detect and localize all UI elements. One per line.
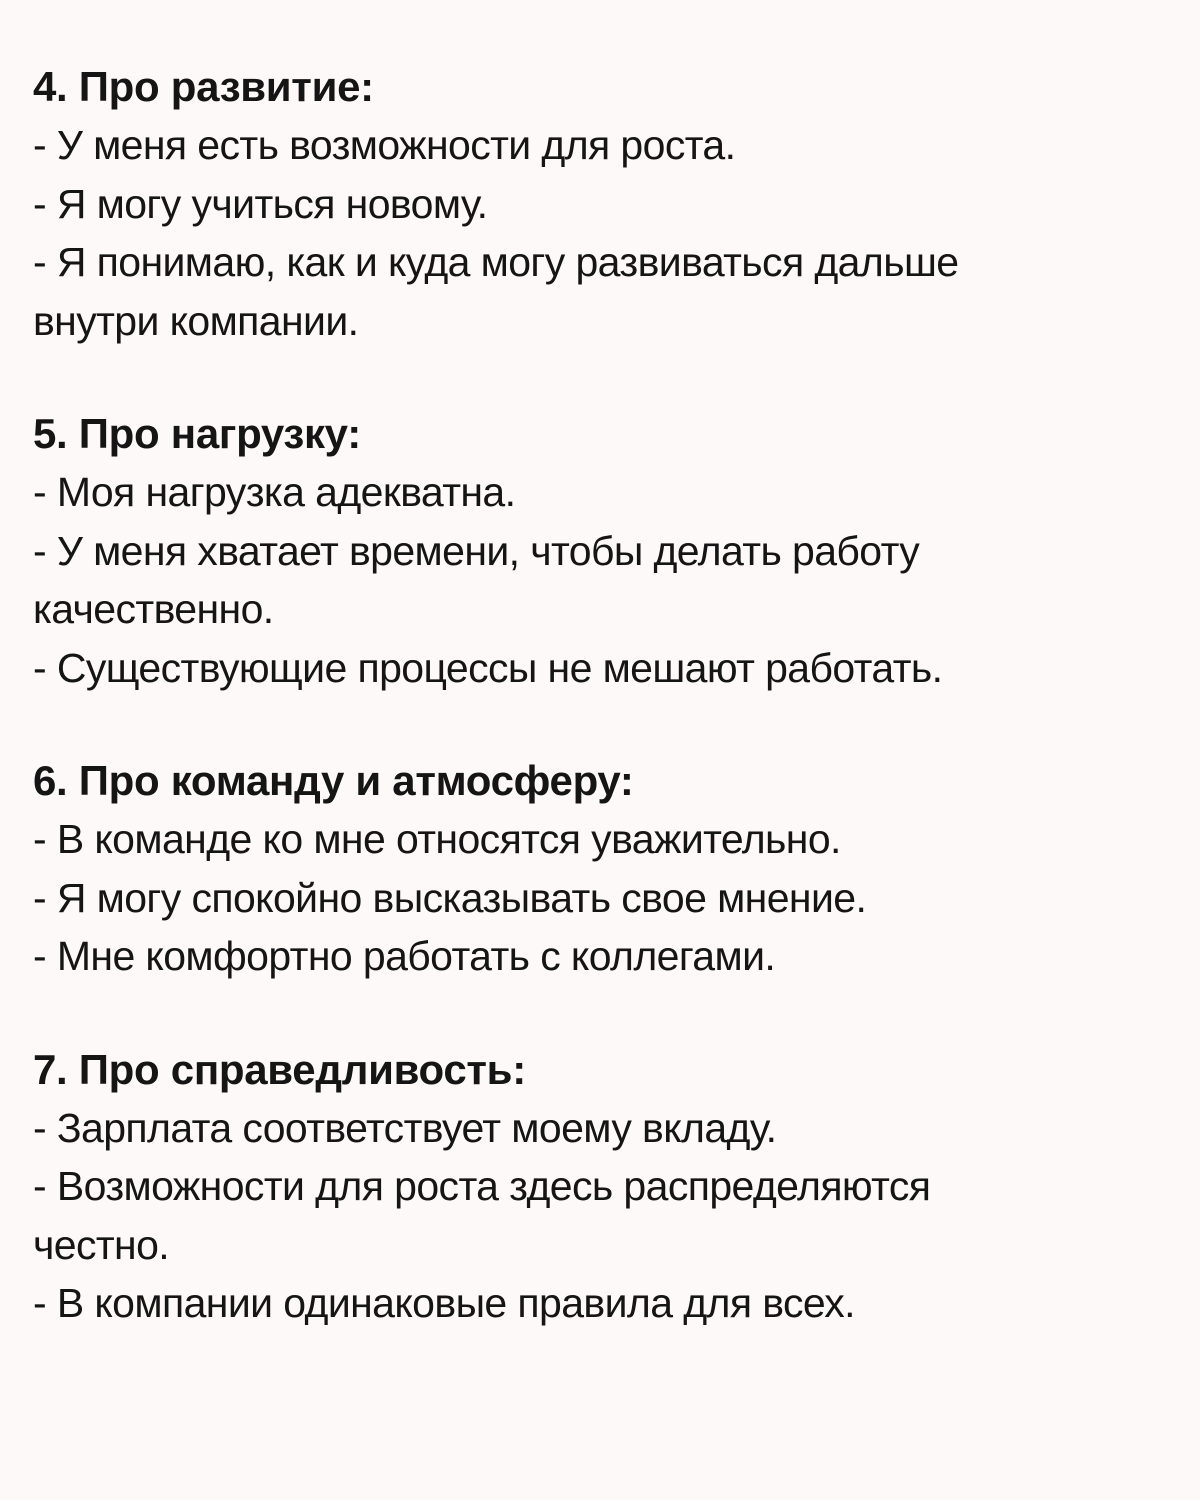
section-title: 6. Про команду и атмосферу: xyxy=(33,757,634,804)
section-line: - У меня есть возможности для роста. xyxy=(33,122,736,168)
section-line: - В команде ко мне относятся уважительно. xyxy=(33,816,841,862)
section-line: - Мне комфортно работать с коллегами. xyxy=(33,933,776,979)
section-development xyxy=(33,58,1170,350)
section-line: - Существующие процессы не мешают работать. xyxy=(33,644,943,691)
section-team-atmosphere xyxy=(33,752,1170,986)
section-line: внутри компании. xyxy=(33,297,359,344)
section-line: - В компании одинаковые правила для всех. xyxy=(33,1280,855,1326)
section-title: 5. Про нагрузку: xyxy=(33,410,361,457)
section-line: качественно. xyxy=(33,586,274,632)
section-line: честно. xyxy=(33,1221,170,1268)
section-line: - Я могу спокойно высказывать свое мнение. xyxy=(33,874,867,921)
section-line: - Зарплата соответствует моему вкладу. xyxy=(33,1104,777,1151)
section-line: - Моя нагрузка адекватна. xyxy=(33,469,516,515)
section-line: - Я понимаю, как и куда могу развиваться дальше xyxy=(33,239,959,285)
section-title: 4. Про развитие: xyxy=(33,63,374,110)
section-fairness xyxy=(33,1041,1170,1333)
section-title: 7. Про справедливость: xyxy=(33,1045,526,1093)
section-workload xyxy=(33,405,1170,697)
section-line: - У меня хватает времени, чтобы делать работу xyxy=(33,527,920,574)
section-line: - Возможности для роста здесь распределяются xyxy=(33,1163,931,1209)
section-line: - Я могу учиться новому. xyxy=(33,180,488,227)
